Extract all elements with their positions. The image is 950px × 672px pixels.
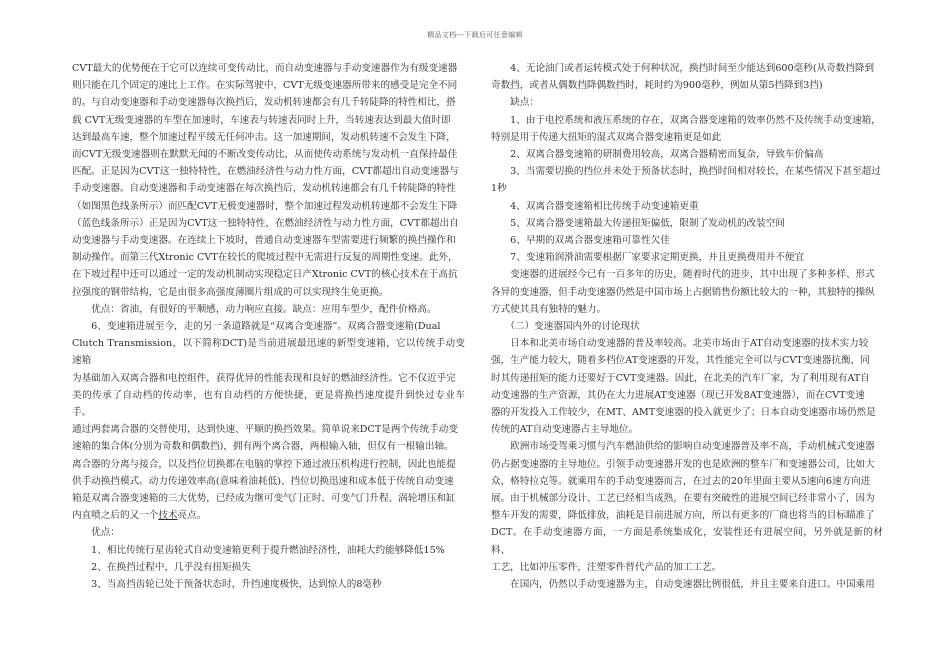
- text-line: DCT。在手动变速器方面，一方面是系统集成化，安装性还有进展空间，另外就是新的材料、: [491, 527, 883, 556]
- text-line: 6、早期的双离合器变速箱可靠性欠佳: [491, 235, 670, 247]
- text-line: 4、双离合器变速箱相比传统手动变速箱更重: [491, 200, 699, 212]
- text-line: 的。与自动变速器和手动变速器每次换挡后，发动机转速都会有几千转陡降的特性相比，搭: [72, 97, 456, 109]
- text-line: 则只能在几个固定的速比上工作。在实际驾驶中，CVT无级变速器所带来的感受是完全不同: [72, 80, 458, 92]
- text-line: 匹配。正是因为CVT这一独特特性，在燃油经济性与动力性方面，CVT都超出自动变速器与: [72, 166, 459, 178]
- text-line: 拉强度的钢带结构，它是由很多高强度薄圈片组成的可以实现终生免更换。: [72, 286, 389, 298]
- text-line: 离合器的分离与接合，以及挡位切换都在电脑的掌控下通过液压机构进行控制，因此也能提: [72, 458, 456, 470]
- left-column: [72, 60, 465, 593]
- text-line: 工艺，比如冲压零件，注塑零件替代产品的加工工艺。: [491, 561, 722, 573]
- text-line: 3、当需要切换的挡位并未处于预备状态时，换挡时间相对较长，在某些情况下甚至超过: [491, 166, 881, 178]
- text-line: 1秒: [491, 183, 507, 195]
- text-line: 供手动换挡模式。动力传递效率高(意味着油耗低)、挡位切换迅速和成本低于传统自动变速: [72, 475, 454, 487]
- text-line: 1、相比传统行星齿轮式自动变速箱更利于提升燃油经济性，油耗大约能够降低15%: [72, 544, 445, 556]
- text-line: 2、在换挡过程中，几乎没有扭矩损失: [72, 561, 251, 573]
- text-line: 众，格特拉克等。就乘用车的手动变速器而言，在过去的20年里面主要从5速向6速方向进: [491, 475, 871, 487]
- text-line: （如图黑色线条所示）而匹配CVT无极变速器时，整个加速过程发动机转速都不会发生下降: [72, 200, 458, 212]
- text-line: 传统的AT自动变速器占主导地位。: [491, 424, 639, 436]
- text-line: 特别是用于传递大扭矩的湿式双离合器变速箱更是如此: [491, 131, 722, 143]
- text-line: 4、无论油门或者运转模式处于何种状况，换挡时间至少能达到600毫秒(从奇数挡降到: [491, 63, 875, 74]
- text-line: 为基础加入双离合器和电控组件，获得优异的性能表现和良好的燃油经济性。它不仅近乎完: [72, 372, 456, 384]
- text-line: 各异的变速器，但手动变速器仍然是中国市场上占据销售份额比较大的一种，其独特的操纵: [491, 286, 875, 298]
- text-line: 制动操作。而第三代Xtronic CVT在较长的爬坡过程中无需进行反复的周期性变速。此外，: [72, 252, 458, 264]
- text-line: Clutch Transmission，以下简称DCT)是当前进展最迅速的新型变速箱，它以传统手动变速箱: [72, 338, 465, 367]
- section-heading: （二）变速器国内外的讨论现状: [491, 321, 640, 333]
- text-line: 奇数挡，或者从偶数挡降偶数挡时，耗时约为900毫秒，例如从第5挡降到3挡): [491, 80, 823, 92]
- text-line: 1、由于电控系统和液压系统的存在，双离合器变速箱的效率仍然不及传统手动变速箱，: [491, 114, 881, 126]
- text-line: 在下坡过程中还可以通过一定的发动机制动实现稳定日产Xtronic CVT的核心技术在于高抗: [72, 269, 458, 281]
- text-line: 动变速器的生产资源，其仍在大力进展AT变速器（现已开发8AT变速器），而在CVT变速: [491, 389, 865, 401]
- text-line: 优点：: [72, 527, 120, 539]
- text-line: 整车开发的需要，降低排放，油耗是目前进展方向，所以有更多的厂商也将当的目标瞄准了: [491, 510, 875, 522]
- text-line: 缺点：: [491, 97, 539, 109]
- text-line: 通过两套离合器的交替使用，达到快速、平顺的换挡效果。简单说来DCT是两个传统手动变: [72, 424, 458, 436]
- text-line: 日本和北美市场自动变速器的普及率较高。北美市场由于AT自动变速器的技术实力较: [491, 338, 869, 350]
- right-column: [491, 60, 883, 593]
- text-line: 达到最高车速，整个加速过程平缓无任何冲击。这一加速期间，发动机转速不会发生下降，: [72, 131, 456, 143]
- text-line: 动变速器与手动变速器。在连续上下坡时，普通自动变速器车型需要进行频繁的换挡操作和: [72, 235, 456, 247]
- text-line: 强，生产能力较大，随着多档位AT变速器的开发，其性能完全可以与CVT变速器抗衡，同: [491, 355, 870, 367]
- text-line: 载 CVT无级变速器的车型在加速时，车速表与转速表同时上升，当转速表达到最大值时即: [72, 114, 451, 126]
- text-line: 在国内，仍然以手动变速器为主，自动变速器比例很低，并且主要来自进口。中国乘用: [491, 579, 875, 591]
- text-line: 速箱的集合体(分别为奇数和偶数挡)，拥有两个离合器，两根输入轴，但仅有一根输出轴。: [72, 441, 454, 453]
- text-line: 7、变速箱润滑油需要根据厂家要求定期更换，并且更换费用并不便宜: [491, 252, 805, 264]
- text-line: 5、双离合器变速箱最大传递扭矩偏低，限制了发动机的改装空间: [491, 217, 785, 229]
- text-line: 美的传承了自动档的传动率，也有自动档的方便快捷，更是将换挡速度提升到快过专业车手。: [72, 389, 465, 419]
- page-header: 精品文档---下载后可任意编辑: [427, 31, 523, 39]
- text-segment: 内直喷之后的又一个: [72, 510, 159, 522]
- text-line: [72, 507, 465, 524]
- text-line: 手动变速器。自动变速器和手动变速器在每次换挡后，发动机转速都会有几千转陡降的特性: [72, 183, 456, 195]
- text-line: 时其传递扭矩的能力还要好于CVT变速器。因此，在北美的汽车厂家，为了利用现有AT自: [491, 372, 870, 384]
- text-line: 展。由于机械部分设计、工艺已经相当成熟，在要有突破性的进展空间已经非常小了，因为: [491, 493, 875, 505]
- text-line: 箱是双离合器变速箱的三大优势，已经成为继可变气门正时、可变气门升程、涡轮增压和缸: [72, 493, 456, 505]
- text-line: 6、变速箱进展至今，走的另一条道路就是“双离合变速器”。双离合器变速箱(Dual: [72, 321, 441, 333]
- text-line: （蓝色线条所示）正是因为CVT这一独特特性，在燃油经济性与动力性方面，CVT都超出自: [72, 217, 459, 229]
- text-line: 方式使其具有独特的魅力。: [491, 303, 607, 315]
- text-line: CVT最大的优势便在于它可以连续可变传动比，而自动变速器与手动变速器作为有级变速器: [72, 63, 458, 74]
- text-line: 变速器的进展经今已有一百多年的历史，随着时代的进步，其中出现了多种多样、形式: [491, 269, 875, 281]
- text-line: 2、双离合器变速箱的研制费用较高，双离合器精密而复杂，导致车价偏高: [491, 149, 824, 161]
- text-line: 优点：省油，有很好的平顺感，动力响应直接。缺点：应用车型少，配件价格高。: [72, 303, 437, 315]
- text-line: 仍占据变速器的主导地位。引领手动变速器开发的也是欧洲的整车厂和变速器公司，比如大: [491, 458, 875, 470]
- text-line: 器的开发投入工作较少，在MT、AMT变速器的投入就更少了；日本自动变速器市场仍然是: [491, 407, 876, 419]
- text-line: 3、当高挡齿轮已处于预备状态时，升挡速度极快，达到惊人的8毫秒: [72, 579, 382, 591]
- text-line: 而CVT无级变速器则在默默无闻的不断改变传动比，从而使传动系统与发动机一直保持最佳: [72, 149, 458, 161]
- underlined-word: 技术: [158, 510, 178, 522]
- text-segment: 亮点。: [177, 510, 207, 522]
- text-line: 欧洲市场受驾乘习惯与汽车燃油供给的影响自动变速器普及率不高，手动机械式变速器: [491, 441, 875, 453]
